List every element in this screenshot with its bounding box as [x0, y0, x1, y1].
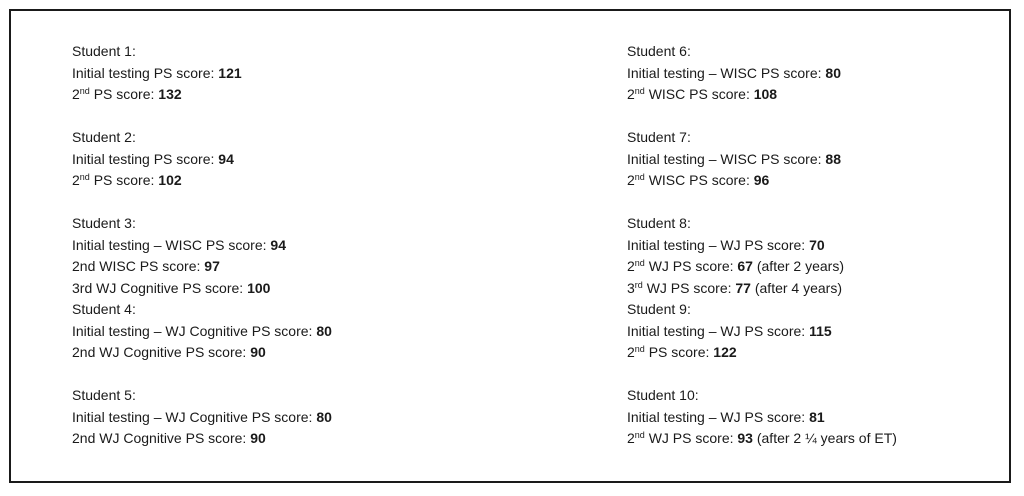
score-line: [72, 84, 332, 106]
student-block: [627, 41, 897, 127]
student-block: [72, 127, 332, 213]
score-line: [72, 278, 332, 300]
student-name: Student 2:: [72, 129, 136, 145]
score-line: [627, 428, 897, 450]
student-block: [627, 213, 897, 299]
ordinal-suffix: nd: [634, 172, 645, 182]
score-line: [627, 256, 897, 278]
ordinal-suffix: nd: [634, 258, 645, 268]
score-label-rest: WJ PS score:: [644, 258, 734, 274]
score-label: Initial testing – WJ Cognitive PS score:: [72, 408, 313, 425]
score-value: 88: [825, 150, 841, 167]
score-line: [627, 342, 897, 364]
score-value: 97: [204, 258, 220, 274]
score-label-rest: PS score:: [89, 172, 155, 188]
student-block: [72, 299, 332, 385]
score-line: [72, 256, 332, 278]
score-value: 94: [218, 150, 234, 167]
student-name: Student 8:: [627, 215, 691, 231]
score-label: 2nd WJ Cognitive PS score:: [72, 344, 247, 360]
score-line: [72, 342, 332, 364]
score-note: (after 4 years): [754, 279, 842, 296]
score-label: Initial testing – WJ Cognitive PS score:: [72, 322, 313, 339]
score-value: 67: [737, 258, 753, 274]
student-block: [627, 385, 897, 471]
score-line: [627, 63, 897, 85]
score-line: [627, 321, 897, 343]
student-name: Student 9:: [627, 301, 691, 317]
student-name: Student 4:: [72, 301, 136, 317]
ordinal-suffix: nd: [634, 86, 645, 96]
score-line: [72, 407, 332, 429]
ordinal-suffix: nd: [79, 172, 90, 182]
student-name: Student 7:: [627, 129, 691, 145]
ordinal-suffix: nd: [79, 86, 90, 96]
score-value: 80: [316, 322, 332, 339]
score-value: 81: [809, 408, 825, 425]
score-label-rest: PS score:: [644, 344, 710, 360]
ordinal-suffix: nd: [634, 344, 645, 354]
student-block: [72, 213, 332, 299]
score-line: [627, 235, 897, 257]
score-label-rest: PS score:: [89, 86, 155, 102]
score-value: 70: [809, 236, 825, 253]
score-label: 2: [627, 344, 635, 360]
score-line: [627, 407, 897, 429]
score-line: [72, 149, 332, 171]
score-label: 2nd WISC PS score:: [72, 258, 201, 274]
score-value: 94: [270, 236, 286, 253]
score-label: Initial testing – WJ PS score:: [627, 236, 806, 253]
score-value: 121: [218, 64, 242, 81]
score-line: [627, 84, 897, 106]
score-label: Initial testing PS score:: [72, 150, 215, 167]
student-block: [72, 41, 332, 127]
score-label-rest: WISC PS score:: [644, 86, 750, 102]
score-value: 122: [713, 344, 737, 360]
score-value: 80: [316, 408, 332, 425]
score-note: (after 2 ¼ years of ET): [756, 430, 897, 446]
score-value: 93: [737, 430, 753, 446]
student-block: [627, 127, 897, 213]
score-label: Initial testing – WISC PS score:: [627, 150, 822, 167]
score-label: 3rd WJ Cognitive PS score:: [72, 279, 244, 296]
score-value: 90: [250, 344, 266, 360]
right-column: [627, 41, 897, 471]
score-value: 115: [809, 322, 832, 339]
score-label-rest: WISC PS score:: [644, 172, 750, 188]
score-label: 2nd WJ Cognitive PS score:: [72, 430, 247, 446]
score-value: 77: [735, 279, 751, 296]
score-value: 90: [250, 430, 266, 446]
score-line: [72, 321, 332, 343]
score-label-rest: WJ PS score:: [644, 430, 734, 446]
score-line: [72, 428, 332, 450]
score-value: 132: [158, 86, 182, 102]
score-label: 2: [627, 430, 635, 446]
score-value: 100: [247, 279, 271, 296]
score-line: [627, 278, 897, 300]
student-name: Student 10:: [627, 387, 699, 403]
score-value: 96: [753, 172, 770, 188]
student-name: Student 6:: [627, 43, 691, 59]
score-label: 2: [72, 86, 80, 102]
score-label: 2: [72, 172, 80, 188]
score-label: Initial testing – WJ PS score:: [627, 322, 806, 339]
score-label: 2: [627, 86, 635, 102]
student-name: Student 1:: [72, 43, 136, 59]
score-line: [627, 149, 897, 171]
score-label: Initial testing – WISC PS score:: [72, 236, 267, 253]
score-label: Initial testing PS score:: [72, 64, 215, 81]
score-label: 3: [627, 279, 635, 296]
score-line: [72, 235, 332, 257]
score-label: 2: [627, 258, 635, 274]
score-line: [627, 170, 897, 192]
score-label-rest: WJ PS score:: [642, 279, 732, 296]
left-column: [72, 41, 332, 471]
score-note: (after 2 years): [756, 258, 844, 274]
ordinal-suffix: nd: [634, 430, 645, 440]
student-name: Student 5:: [72, 387, 136, 403]
student-block: [72, 385, 332, 471]
score-line: [72, 63, 332, 85]
student-name: Student 3:: [72, 215, 136, 231]
score-value: 102: [158, 172, 182, 188]
score-value: 108: [753, 86, 778, 102]
student-block: [627, 299, 897, 385]
score-label: 2: [627, 172, 635, 188]
ordinal-suffix: rd: [634, 279, 643, 290]
score-line: [72, 170, 332, 192]
scores-frame: [9, 9, 1011, 483]
score-label: Initial testing – WJ PS score:: [627, 408, 806, 425]
score-value: 80: [825, 64, 841, 81]
score-label: Initial testing – WISC PS score:: [627, 64, 822, 81]
